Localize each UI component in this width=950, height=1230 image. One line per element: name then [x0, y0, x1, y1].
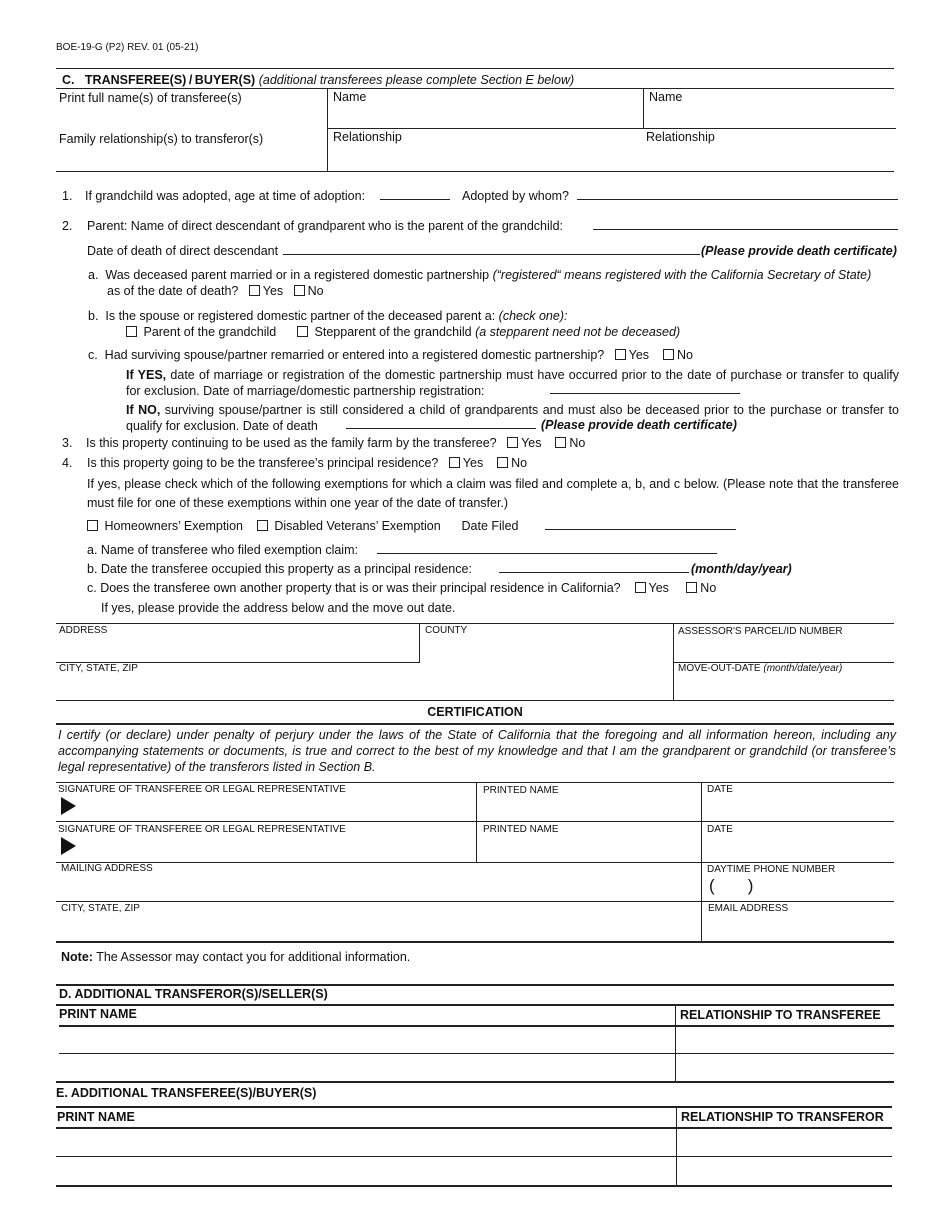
date-filed-field[interactable]: [545, 519, 736, 530]
occupied-date-field[interactable]: [499, 562, 689, 573]
q2c-yes-paragraph: If YES, date of marriage or registration of the domestic partnership must have occurred prior to the date of purchase or transfer to qualify for exclusion. Date of marriage/domestic partnership registration:: [126, 368, 899, 398]
q2c-no-paragraph: If NO, surviving spouse/partner is still considered a child of grandparents and must also be deceased prior to the purchase or transfer to qualify for exclusion. Date of death: [126, 403, 899, 433]
q3-text: Is this property continuing to be used as the family farm by the transferee? Yes No: [86, 436, 586, 450]
q4-yes-checkbox[interactable]: [449, 457, 460, 468]
q4c-no-checkbox[interactable]: [686, 582, 697, 593]
parent-name-field[interactable]: [593, 219, 898, 230]
q3-no-checkbox[interactable]: [555, 437, 566, 448]
exemption-claimant-field[interactable]: [377, 543, 717, 554]
section-d-row-1[interactable]: [59, 1053, 894, 1054]
assessor-note: Note: The Assessor may contact you for additional information.: [61, 950, 411, 964]
q1-text: If grandchild was adopted, age at time of adoption:: [85, 189, 366, 203]
section-e-print-name-header: PRINT NAME: [57, 1110, 135, 1124]
homeowners-exemption-checkbox[interactable]: [87, 520, 98, 531]
q2c-text: c. Had surviving spouse/partner remarried or entered into a registered domestic partnership? Yes No: [88, 348, 693, 362]
phone-area-code: ( ): [709, 876, 754, 895]
q2-text: Parent: Name of direct descendant of grandparent who is the parent of the grandchild:: [87, 219, 563, 233]
q4-no-checkbox[interactable]: [497, 457, 508, 468]
printed-name-field-1[interactable]: PRINTED NAME: [483, 785, 559, 796]
sign-here-arrow-icon: [61, 837, 76, 855]
q4-text: Is this property going to be the transferee’s principal residence? Yes No: [87, 456, 528, 470]
q4b-note: (month/day/year): [691, 562, 792, 576]
apn-field[interactable]: ASSESSOR'S PARCEL/ID NUMBER: [678, 626, 843, 637]
q4b-text: b. Date the transferee occupied this property as a principal residence:: [87, 562, 472, 576]
form-id: BOE-19-G (P2) REV. 01 (05-21): [56, 42, 199, 53]
q2a-no-checkbox[interactable]: [294, 285, 305, 296]
section-e-relationship-header: RELATIONSHIP TO TRANSFEROR: [681, 1110, 884, 1124]
date-field-1[interactable]: DATE: [707, 784, 733, 795]
q4a-text: a. Name of transferee who filed exemption claim:: [87, 543, 358, 557]
adopted-by-field[interactable]: [577, 189, 898, 200]
q3-number: 3.: [62, 436, 73, 450]
q4c-text: c. Does the transferee own another property that is or was their principal residence in California? Yes No: [87, 581, 717, 595]
section-d-row-2[interactable]: [56, 1081, 894, 1083]
q2b-options: Parent of the grandchild Stepparent of the grandchild (a stepparent need not be deceased): [126, 325, 680, 339]
relationship-row-label: Family relationship(s) to transferor(s): [59, 132, 264, 146]
section-c-heading: C. TRANSFEREE(S) / BUYER(S) (additional transferees please complete Section E below): [62, 73, 575, 87]
certification-text: I certify (or declare) under penalty of perjury under the laws of the State of California that the foregoing and all information hereon, including any accompanying statements or documents, is true and correct to the best of my knowledge and that I am the grandparent or grandchild (or transferee’s legal representative) of the transferors listed in Section B.: [58, 728, 896, 774]
adopted-by-label: Adopted by whom?: [462, 189, 570, 203]
city-state-zip-field[interactable]: CITY, STATE, ZIP: [59, 663, 138, 674]
parent-checkbox[interactable]: [126, 326, 137, 337]
signature-field-2[interactable]: SIGNATURE OF TRANSFEREE OR LEGAL REPRESENTATIVE: [58, 824, 346, 835]
q3-yes-checkbox[interactable]: [507, 437, 518, 448]
q1-number: 1.: [62, 189, 73, 203]
cert-city-state-zip-field[interactable]: CITY, STATE, ZIP: [61, 903, 140, 914]
section-d-title: D. ADDITIONAL TRANSFEROR(S)/SELLER(S): [59, 987, 328, 1001]
q2b-text: b. Is the spouse or registered domestic partner of the deceased parent a: (check one):: [88, 309, 568, 323]
veterans-exemption-checkbox[interactable]: [257, 520, 268, 531]
signature-field-1[interactable]: SIGNATURE OF TRANSFEREE OR LEGAL REPRESENTATIVE: [58, 784, 346, 795]
printed-name-field-2[interactable]: PRINTED NAME: [483, 824, 559, 835]
certification-title: CERTIFICATION: [427, 705, 523, 719]
q2-number: 2.: [62, 219, 73, 233]
sign-here-arrow-icon: [61, 797, 76, 815]
q2a-text: a. Was deceased parent married or in a registered domestic partnership (“registered“ means registered with the California Secretary of State): [88, 268, 872, 282]
transferee-name-label: Print full name(s) of transferee(s): [59, 91, 242, 105]
adoption-age-field[interactable]: [380, 189, 450, 200]
divider: [56, 68, 894, 69]
q4-number: 4.: [62, 456, 73, 470]
relationship-field-2[interactable]: Relationship: [646, 130, 715, 144]
q2a-line2: as of the date of death? Yes No: [107, 284, 324, 298]
section-d-relationship-header: RELATIONSHIP TO TRANSFEREE: [680, 1008, 881, 1022]
relationship-field-1[interactable]: Relationship: [333, 130, 402, 144]
section-e-row-1[interactable]: [56, 1156, 892, 1157]
address-field[interactable]: ADDRESS: [59, 625, 108, 636]
q2c-no-note: (Please provide death certificate): [541, 418, 737, 432]
exemption-options: Homeowners’ Exemption Disabled Veterans’ Exemption Date Filed: [87, 519, 518, 533]
dod-field[interactable]: [283, 244, 700, 255]
q2c-yes-checkbox[interactable]: [615, 349, 626, 360]
section-e-title: E. ADDITIONAL TRANSFEREE(S)/BUYER(S): [56, 1086, 317, 1100]
name-field-1[interactable]: Name: [333, 90, 367, 104]
move-out-date-field[interactable]: MOVE-OUT-DATE (month/date/year): [678, 663, 843, 674]
spouse-dod-field[interactable]: [346, 418, 536, 429]
stepparent-checkbox[interactable]: [297, 326, 308, 337]
email-field[interactable]: EMAIL ADDRESS: [708, 903, 789, 914]
section-e-row-2[interactable]: [56, 1185, 892, 1187]
county-field[interactable]: COUNTY: [425, 625, 468, 636]
q4c-yes-checkbox[interactable]: [635, 582, 646, 593]
section-d-print-name-header: PRINT NAME: [59, 1007, 137, 1021]
registration-date-field[interactable]: [550, 383, 740, 394]
name-field-2[interactable]: Name: [649, 90, 683, 104]
dod-note: (Please provide death certificate): [701, 244, 897, 258]
q2a-yes-checkbox[interactable]: [249, 285, 260, 296]
q4-explanation: If yes, please check which of the following exemptions for which a claim was filed and complete a, b, and c below. (Please note that the transferee must file for one of these exemptions within one year of the date of transfer.): [87, 477, 899, 510]
q2c-no-checkbox[interactable]: [663, 349, 674, 360]
q4c-followup: If yes, please provide the address below and the move out date.: [101, 601, 456, 615]
dod-label: Date of death of direct descendant: [87, 244, 279, 258]
mailing-address-field[interactable]: MAILING ADDRESS: [61, 863, 153, 874]
date-field-2[interactable]: DATE: [707, 824, 733, 835]
daytime-phone-field[interactable]: DAYTIME PHONE NUMBER: [707, 864, 836, 875]
